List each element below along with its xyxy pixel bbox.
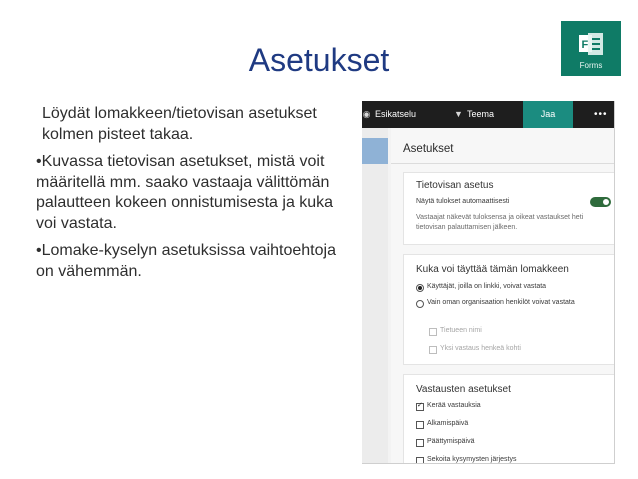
accept-responses-checkbox[interactable]: [416, 403, 424, 411]
preview-button[interactable]: [362, 101, 416, 128]
bullet-quiz-settings: •Kuvassa tietovisan asetukset, mistä voit määritellä mm. saako vastaaja välittömän palautteen kokeen onnistumisesta ja kuka voi vastata.: [36, 153, 334, 232]
eye-icon: ◉: [362, 109, 371, 119]
svg-text:F: F: [581, 39, 589, 51]
record-name-label: Tietueen nimi: [440, 327, 482, 334]
org-only-label: Vain oman organisaation henkilöt voivat vastata: [427, 299, 575, 306]
one-response-checkbox[interactable]: [429, 346, 437, 354]
anyone-label: Käyttäjät, joilla on linkki, voivat vastata: [427, 283, 547, 290]
quiz-settings-card: [403, 172, 615, 245]
end-date-checkbox[interactable]: [416, 439, 424, 447]
forms-toolbar: [362, 101, 614, 128]
side-rail: [362, 128, 388, 463]
brush-icon: ▼: [454, 109, 463, 119]
settings-panel: [391, 128, 614, 463]
forms-icon: [579, 33, 603, 55]
show-results-toggle[interactable]: [590, 197, 611, 207]
slide-body: [36, 104, 340, 289]
shuffle-questions-checkbox[interactable]: [416, 457, 424, 464]
record-name-checkbox[interactable]: [429, 328, 437, 336]
end-date-label: Päättymispäivä: [427, 438, 475, 445]
shuffle-questions-label: Sekoita kysymysten järjestys: [427, 456, 517, 463]
start-date-label: Alkamispäivä: [427, 420, 469, 427]
divider: [391, 163, 614, 164]
quiz-settings-heading: Tietovisan asetus: [416, 180, 494, 191]
bullet-form-settings: •Lomake-kyselyn asetuksissa vaihtoehtoja on vähemmän.: [36, 242, 336, 280]
paragraph-intro: Löydät lomakkeen/tietovisan asetukset kolmen pisteet takaa.: [42, 105, 317, 143]
org-only-radio[interactable]: [416, 300, 424, 308]
share-button[interactable]: Jaa: [523, 101, 573, 128]
one-response-label: Yksi vastaus henkeä kohti: [440, 345, 521, 352]
settings-panel-title: Asetukset: [403, 143, 454, 155]
side-rail-selected: [362, 138, 388, 164]
response-settings-heading: Vastausten asetukset: [416, 384, 511, 395]
more-options-button[interactable]: •••: [594, 109, 608, 120]
slide-title: Asetukset: [248, 42, 390, 78]
anyone-radio[interactable]: [416, 284, 424, 292]
show-results-label: Näytä tulokset automaattisesti: [416, 198, 510, 205]
show-results-description: Vastaajat näkevät tuloksensa ja oikeat vastaukset heti tietovisan palauttamisen jälkeen.: [416, 214, 584, 231]
who-can-fill-card: [403, 254, 615, 365]
start-date-checkbox[interactable]: [416, 421, 424, 429]
theme-button[interactable]: [454, 101, 494, 128]
forms-logo-label: Forms: [579, 61, 603, 70]
forms-settings-screenshot: [362, 101, 615, 464]
accept-responses-label: Kerää vastauksia: [427, 402, 481, 409]
response-settings-card: [403, 374, 615, 464]
preview-label: Esikatselu: [375, 109, 417, 119]
forms-logo: [561, 21, 621, 76]
theme-label: Teema: [467, 109, 495, 119]
who-can-fill-heading: Kuka voi täyttää tämän lomakkeen: [416, 264, 569, 275]
